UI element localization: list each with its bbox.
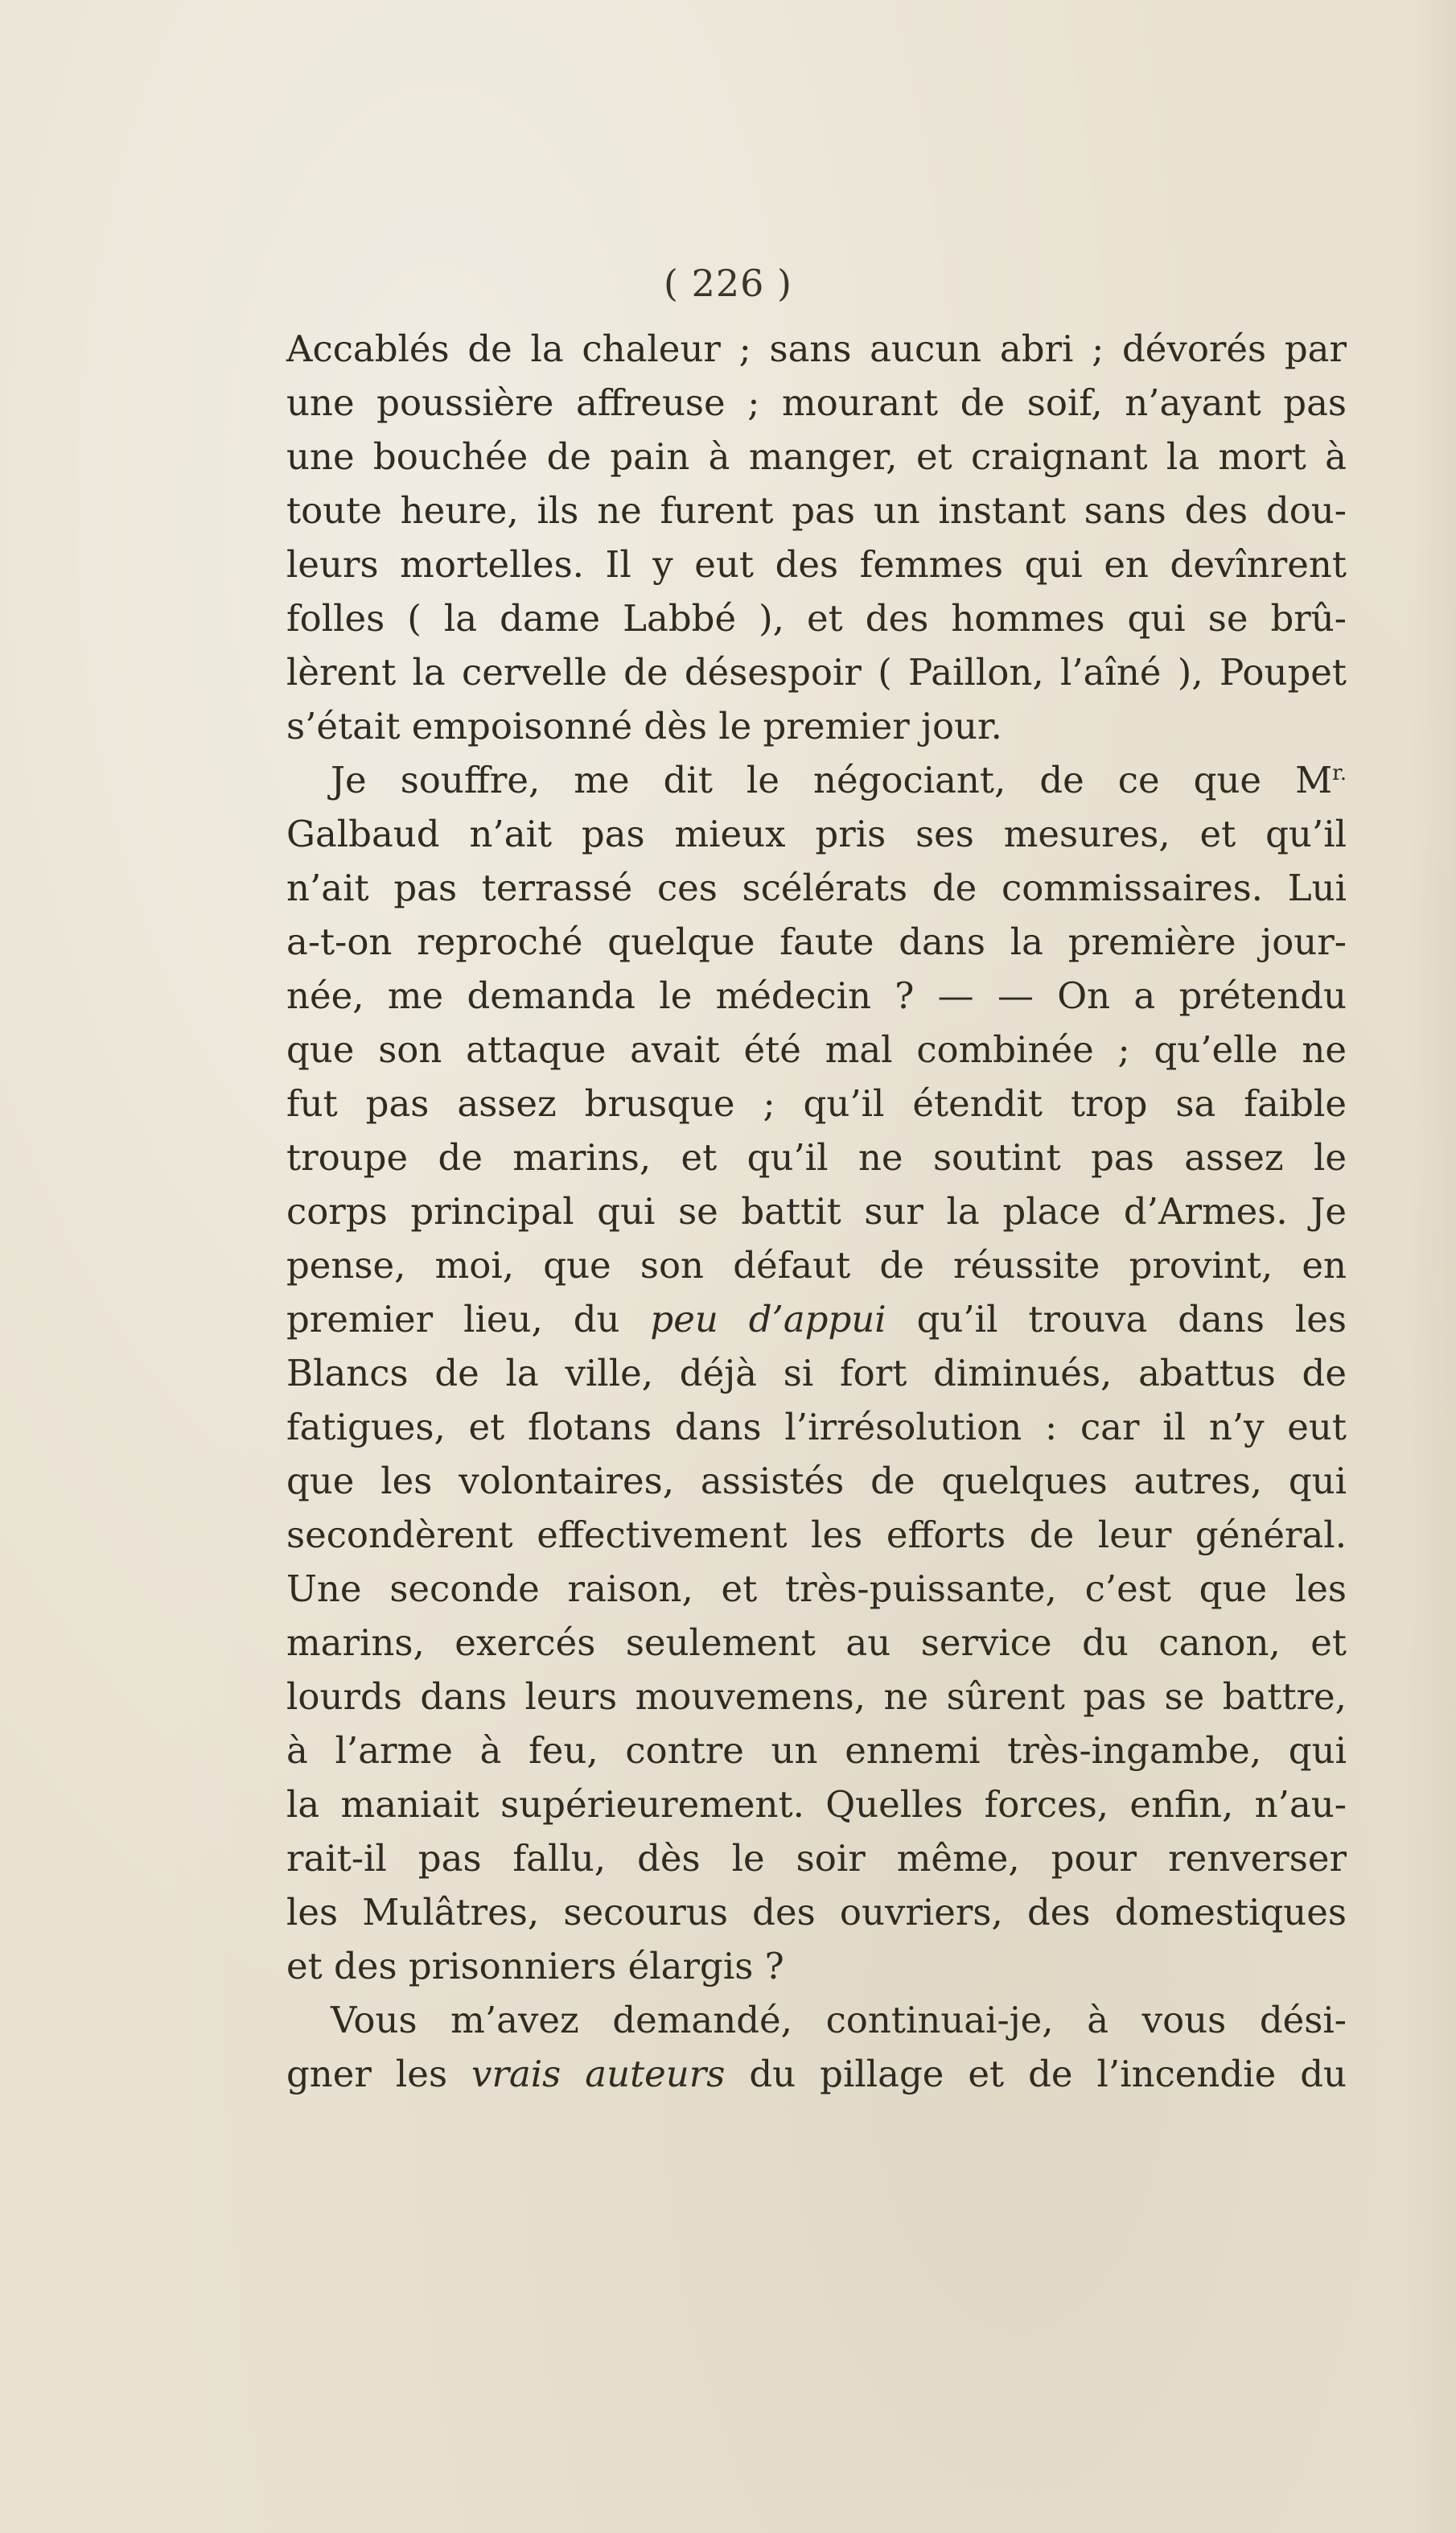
text-line: fatigues, et flotans dans l’irrésolution : car il n’y eut <box>286 1406 1347 1448</box>
text-line: Accablés de la chaleur ; sans aucun abri ; dévorés par <box>286 327 1347 370</box>
text-line: n’ait pas terrassé ces scélérats de commissaires. Lui <box>286 867 1347 909</box>
text-line: une bouchée de pain à manger, et craignant la mort à <box>286 435 1347 478</box>
text-line: Vous m’avez demandé, continuai-je, à vous dési- <box>331 1999 1347 2041</box>
text-line <box>286 753 1347 807</box>
text-segment: Je souffre, me dit le négociant, de ce que M <box>331 759 1333 801</box>
page-number: ( 226 ) <box>664 262 792 305</box>
italic-phrase: peu d’appui <box>650 1298 886 1341</box>
text-line: Une seconde raison, et très-puissante, c’est que les <box>286 1567 1347 1610</box>
text-line: leurs mortelles. Il y eut des femmes qui en devînrent <box>286 543 1347 586</box>
text-line: la maniait supérieurement. Quelles forces, enfin, n’au- <box>286 1783 1347 1826</box>
text-line: folles ( la dame Labbé ), et des hommes qui se brû- <box>286 597 1347 640</box>
text-segment: premier lieu, du <box>286 1298 620 1341</box>
text-line: s’était empoisonné dès le premier jour. <box>286 705 1002 748</box>
superscript: r. <box>1332 761 1347 785</box>
text-line: lourds dans leurs mouvemens, ne sûrent pas se battre, <box>286 1675 1347 1718</box>
text-line: que les volontaires, assistés de quelques autres, qui <box>286 1460 1347 1502</box>
text-line: secondèrent effectivement les efforts de leur général. <box>286 1514 1347 1556</box>
text-line: lèrent la cervelle de désespoir ( Paillon, l’aîné ), Poupet <box>286 651 1347 694</box>
text-line: pense, moi, que son défaut de réussite provint, en <box>286 1244 1347 1287</box>
body-text <box>286 322 1347 2101</box>
text-line: Galbaud n’ait pas mieux pris ses mesures, et qu’il <box>286 813 1347 855</box>
text-line: toute heure, ils ne furent pas un instant sans des dou- <box>286 489 1347 532</box>
text-line: que son attaque avait été mal combinée ; qu’elle ne <box>286 1028 1347 1071</box>
text-segment: gner les <box>286 2053 448 2095</box>
text-segment: qu’il trouva dans les <box>916 1298 1347 1341</box>
text-line: fut pas assez brusque ; qu’il étendit trop sa faible <box>286 1082 1347 1125</box>
text-line: rait-il pas fallu, dès le soir même, pour renverser <box>286 1837 1347 1880</box>
text-line: née, me demanda le médecin ? — — On a prétendu <box>286 974 1347 1017</box>
text-segment: du pillage et de l’incendie du <box>749 2053 1347 2095</box>
text-line: et des prisonniers élargis ? <box>286 1945 784 1987</box>
text-line <box>286 1292 1347 1346</box>
italic-phrase: vrais auteurs <box>471 2053 726 2095</box>
text-line: a-t-on reproché quelque faute dans la première jour- <box>286 921 1347 963</box>
text-line: troupe de marins, et qu’il ne soutint pas assez le <box>286 1136 1347 1179</box>
text-line <box>286 2047 1347 2101</box>
text-line: marins, exercés seulement au service du canon, et <box>286 1621 1347 1664</box>
text-line: à l’arme à feu, contre un ennemi très-ingambe, qui <box>286 1729 1347 1772</box>
text-line: une poussière affreuse ; mourant de soif, n’ayant pas <box>286 381 1347 424</box>
text-line: les Mulâtres, secourus des ouvriers, des domestiques <box>286 1891 1347 1934</box>
text-line: Blancs de la ville, déjà si fort diminués, abattus de <box>286 1352 1347 1394</box>
text-line: corps principal qui se battit sur la place d’Armes. Je <box>286 1190 1347 1233</box>
page-edge-shadow <box>1408 0 1456 2533</box>
